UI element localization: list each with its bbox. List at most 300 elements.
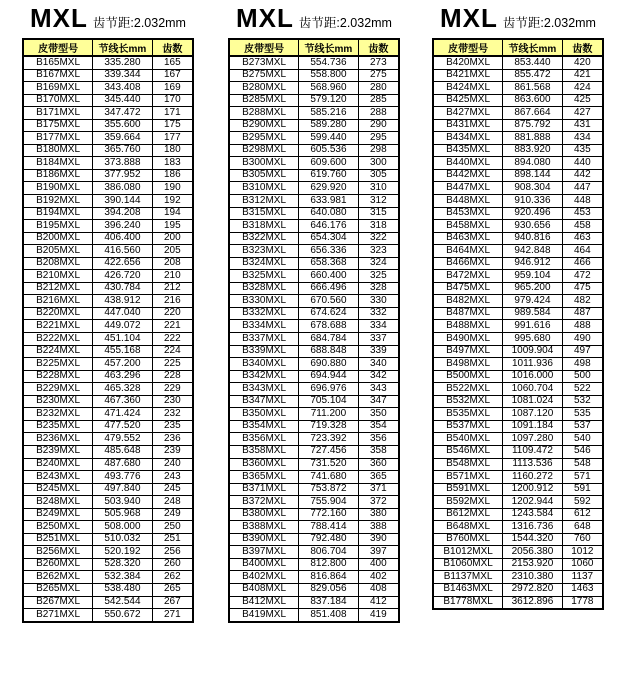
cell-teeth-count: 648 xyxy=(562,521,603,534)
cell-pitch-length: 430.784 xyxy=(93,282,153,295)
cell-teeth-count: 312 xyxy=(358,195,399,208)
cell-pitch-length: 528.320 xyxy=(93,558,153,571)
table-row xyxy=(229,483,399,496)
cell-teeth-count: 315 xyxy=(358,207,399,220)
cell-pitch-length: 510.032 xyxy=(93,533,153,546)
table-title xyxy=(432,3,604,35)
cell-pitch-length: 532.384 xyxy=(93,571,153,584)
table-row xyxy=(433,270,603,283)
table-row xyxy=(229,458,399,471)
col-header-belt-model: 皮带型号 xyxy=(23,39,93,56)
cell-pitch-length: 772.160 xyxy=(299,508,359,521)
cell-belt-model: B412MXL xyxy=(229,596,299,609)
cell-teeth-count: 210 xyxy=(152,270,193,283)
cell-teeth-count: 342 xyxy=(358,370,399,383)
cell-pitch-length: 684.784 xyxy=(299,333,359,346)
cell-pitch-length: 542.544 xyxy=(93,596,153,609)
table-row xyxy=(23,270,193,283)
cell-belt-model: B265MXL xyxy=(23,583,93,596)
cell-teeth-count: 195 xyxy=(152,220,193,233)
table-row xyxy=(433,333,603,346)
cell-belt-model: B324MXL xyxy=(229,257,299,270)
cell-teeth-count: 249 xyxy=(152,508,193,521)
cell-belt-model: B251MXL xyxy=(23,533,93,546)
table-row xyxy=(23,295,193,308)
cell-pitch-length: 654.304 xyxy=(299,232,359,245)
cell-pitch-length: 646.176 xyxy=(299,220,359,233)
cell-teeth-count: 1137 xyxy=(562,571,603,584)
cell-belt-model: B228MXL xyxy=(23,370,93,383)
table-row xyxy=(229,182,399,195)
table-row xyxy=(229,471,399,484)
cell-belt-model: B192MXL xyxy=(23,195,93,208)
cell-pitch-length: 959.104 xyxy=(503,270,563,283)
cell-belt-model: B472MXL xyxy=(433,270,503,283)
cell-pitch-length: 711.200 xyxy=(299,408,359,421)
cell-belt-model: B760MXL xyxy=(433,533,503,546)
table-row xyxy=(23,358,193,371)
cell-pitch-length: 670.560 xyxy=(299,295,359,308)
cell-belt-model: B330MXL xyxy=(229,295,299,308)
cell-pitch-length: 339.344 xyxy=(93,69,153,82)
cell-teeth-count: 275 xyxy=(358,69,399,82)
cell-pitch-length: 1109.472 xyxy=(503,445,563,458)
cell-pitch-length: 875.792 xyxy=(503,119,563,132)
cell-teeth-count: 1060 xyxy=(562,558,603,571)
cell-pitch-length: 851.408 xyxy=(299,609,359,622)
cell-pitch-length: 422.656 xyxy=(93,257,153,270)
col-header-belt-model: 皮带型号 xyxy=(229,39,299,56)
cell-belt-model: B300MXL xyxy=(229,157,299,170)
table-row xyxy=(433,358,603,371)
cell-pitch-length: 755.904 xyxy=(299,496,359,509)
cell-pitch-length: 867.664 xyxy=(503,107,563,120)
cell-teeth-count: 285 xyxy=(358,94,399,107)
cell-belt-model: B448MXL xyxy=(433,195,503,208)
cell-teeth-count: 402 xyxy=(358,571,399,584)
header-row xyxy=(433,39,603,56)
col-header-teeth-count: 齿数 xyxy=(562,39,603,56)
cell-pitch-length: 688.848 xyxy=(299,345,359,358)
cell-belt-model: B225MXL xyxy=(23,358,93,371)
cell-teeth-count: 280 xyxy=(358,82,399,95)
cell-belt-model: B522MXL xyxy=(433,383,503,396)
cell-belt-model: B1060MXL xyxy=(433,558,503,571)
table-title-pitch-label: 齿节距:2.032mm xyxy=(92,16,186,30)
cell-teeth-count: 440 xyxy=(562,157,603,170)
cell-belt-model: B342MXL xyxy=(229,370,299,383)
cell-belt-model: B466MXL xyxy=(433,257,503,270)
cell-pitch-length: 335.280 xyxy=(93,56,153,69)
cell-pitch-length: 568.960 xyxy=(299,82,359,95)
cell-pitch-length: 696.976 xyxy=(299,383,359,396)
table-row xyxy=(229,69,399,82)
cell-teeth-count: 220 xyxy=(152,307,193,320)
table-row xyxy=(229,596,399,609)
cell-teeth-count: 453 xyxy=(562,207,603,220)
cell-teeth-count: 591 xyxy=(562,483,603,496)
cell-belt-model: B285MXL xyxy=(229,94,299,107)
cell-teeth-count: 212 xyxy=(152,282,193,295)
table-row xyxy=(229,383,399,396)
cell-teeth-count: 323 xyxy=(358,245,399,258)
cell-belt-model: B434MXL xyxy=(433,132,503,145)
cell-belt-model: B222MXL xyxy=(23,333,93,346)
cell-belt-model: B224MXL xyxy=(23,345,93,358)
cell-teeth-count: 300 xyxy=(358,157,399,170)
cell-pitch-length: 883.920 xyxy=(503,144,563,157)
cell-belt-model: B419MXL xyxy=(229,609,299,622)
mxl-table-section-3 xyxy=(432,0,604,610)
cell-pitch-length: 979.424 xyxy=(503,295,563,308)
cell-teeth-count: 1778 xyxy=(562,596,603,609)
cell-teeth-count: 322 xyxy=(358,232,399,245)
cell-teeth-count: 358 xyxy=(358,445,399,458)
cell-teeth-count: 380 xyxy=(358,508,399,521)
cell-pitch-length: 1200.912 xyxy=(503,483,563,496)
table-row xyxy=(229,496,399,509)
cell-teeth-count: 360 xyxy=(358,458,399,471)
cell-pitch-length: 705.104 xyxy=(299,395,359,408)
table-row xyxy=(433,320,603,333)
table-row xyxy=(229,609,399,622)
cell-belt-model: B295MXL xyxy=(229,132,299,145)
cell-belt-model: B358MXL xyxy=(229,445,299,458)
table-title xyxy=(22,3,194,35)
cell-teeth-count: 546 xyxy=(562,445,603,458)
cell-pitch-length: 455.168 xyxy=(93,345,153,358)
table-row xyxy=(23,420,193,433)
table-row xyxy=(433,82,603,95)
cell-pitch-length: 940.816 xyxy=(503,232,563,245)
table-row xyxy=(23,282,193,295)
cell-belt-model: B332MXL xyxy=(229,307,299,320)
cell-teeth-count: 347 xyxy=(358,395,399,408)
table-row xyxy=(229,445,399,458)
cell-belt-model: B177MXL xyxy=(23,132,93,145)
cell-belt-model: B360MXL xyxy=(229,458,299,471)
table-row xyxy=(433,521,603,534)
table-row xyxy=(433,169,603,182)
cell-teeth-count: 356 xyxy=(358,433,399,446)
cell-belt-model: B221MXL xyxy=(23,320,93,333)
cell-teeth-count: 271 xyxy=(152,609,193,622)
cell-belt-model: B431MXL xyxy=(433,119,503,132)
cell-teeth-count: 183 xyxy=(152,157,193,170)
cell-belt-model: B315MXL xyxy=(229,207,299,220)
table-body xyxy=(23,56,193,622)
cell-belt-model: B500MXL xyxy=(433,370,503,383)
table-row xyxy=(229,408,399,421)
cell-teeth-count: 371 xyxy=(358,483,399,496)
cell-belt-model: B248MXL xyxy=(23,496,93,509)
cell-belt-model: B435MXL xyxy=(433,144,503,157)
cell-pitch-length: 503.940 xyxy=(93,496,153,509)
table-row xyxy=(23,56,193,69)
table-row xyxy=(433,144,603,157)
cell-teeth-count: 171 xyxy=(152,107,193,120)
table-row xyxy=(23,558,193,571)
cell-belt-model: B170MXL xyxy=(23,94,93,107)
cell-belt-model: B356MXL xyxy=(229,433,299,446)
table-row xyxy=(23,496,193,509)
cell-belt-model: B334MXL xyxy=(229,320,299,333)
table-row xyxy=(433,383,603,396)
cell-pitch-length: 2056.380 xyxy=(503,546,563,559)
table-row xyxy=(23,82,193,95)
table-row xyxy=(433,533,603,546)
cell-pitch-length: 741.680 xyxy=(299,471,359,484)
cell-teeth-count: 251 xyxy=(152,533,193,546)
cell-belt-model: B240MXL xyxy=(23,458,93,471)
cell-teeth-count: 760 xyxy=(562,533,603,546)
table-row xyxy=(23,370,193,383)
table-row xyxy=(433,370,603,383)
cell-teeth-count: 354 xyxy=(358,420,399,433)
cell-belt-model: B482MXL xyxy=(433,295,503,308)
cell-belt-model: B537MXL xyxy=(433,420,503,433)
col-header-teeth-count: 齿数 xyxy=(152,39,193,56)
table-title-mxl: MXL xyxy=(440,3,498,33)
cell-teeth-count: 208 xyxy=(152,257,193,270)
table-row xyxy=(23,182,193,195)
cell-pitch-length: 550.672 xyxy=(93,609,153,622)
cell-teeth-count: 324 xyxy=(358,257,399,270)
belt-size-table-3 xyxy=(432,38,604,610)
table-row xyxy=(433,69,603,82)
table-row xyxy=(23,521,193,534)
cell-teeth-count: 522 xyxy=(562,383,603,396)
cell-belt-model: B1463MXL xyxy=(433,583,503,596)
table-row xyxy=(433,420,603,433)
table-row xyxy=(23,508,193,521)
cell-pitch-length: 666.496 xyxy=(299,282,359,295)
cell-belt-model: B464MXL xyxy=(433,245,503,258)
table-row xyxy=(23,483,193,496)
table-row xyxy=(229,119,399,132)
mxl-table-section-1 xyxy=(22,0,194,623)
cell-pitch-length: 449.072 xyxy=(93,320,153,333)
table-row xyxy=(229,295,399,308)
table-row xyxy=(229,508,399,521)
belt-size-table-1 xyxy=(22,38,194,623)
cell-pitch-length: 690.880 xyxy=(299,358,359,371)
cell-pitch-length: 792.480 xyxy=(299,533,359,546)
cell-belt-model: B350MXL xyxy=(229,408,299,421)
cell-pitch-length: 520.192 xyxy=(93,546,153,559)
table-row xyxy=(229,144,399,157)
table-row xyxy=(23,320,193,333)
table-row xyxy=(229,558,399,571)
table-row xyxy=(433,458,603,471)
table-row xyxy=(229,358,399,371)
cell-belt-model: B305MXL xyxy=(229,169,299,182)
cell-belt-model: B400MXL xyxy=(229,558,299,571)
cell-teeth-count: 273 xyxy=(358,56,399,69)
table-row xyxy=(23,458,193,471)
cell-belt-model: B271MXL xyxy=(23,609,93,622)
cell-belt-model: B487MXL xyxy=(433,307,503,320)
cell-teeth-count: 290 xyxy=(358,119,399,132)
table-row xyxy=(229,232,399,245)
cell-belt-model: B532MXL xyxy=(433,395,503,408)
cell-belt-model: B267MXL xyxy=(23,596,93,609)
cell-pitch-length: 589.280 xyxy=(299,119,359,132)
cell-pitch-length: 451.104 xyxy=(93,333,153,346)
cell-pitch-length: 386.080 xyxy=(93,182,153,195)
cell-belt-model: B325MXL xyxy=(229,270,299,283)
cell-pitch-length: 674.624 xyxy=(299,307,359,320)
cell-belt-model: B262MXL xyxy=(23,571,93,584)
cell-pitch-length: 837.184 xyxy=(299,596,359,609)
cell-pitch-length: 853.440 xyxy=(503,56,563,69)
cell-teeth-count: 475 xyxy=(562,282,603,295)
cell-belt-model: B205MXL xyxy=(23,245,93,258)
table-row xyxy=(23,307,193,320)
cell-teeth-count: 447 xyxy=(562,182,603,195)
cell-teeth-count: 180 xyxy=(152,144,193,157)
table-row xyxy=(229,571,399,584)
cell-belt-model: B424MXL xyxy=(433,82,503,95)
cell-teeth-count: 194 xyxy=(152,207,193,220)
cell-pitch-length: 497.840 xyxy=(93,483,153,496)
table-row xyxy=(229,433,399,446)
cell-pitch-length: 788.414 xyxy=(299,521,359,534)
cell-pitch-length: 1544.320 xyxy=(503,533,563,546)
cell-pitch-length: 640.080 xyxy=(299,207,359,220)
cell-teeth-count: 421 xyxy=(562,69,603,82)
cell-belt-model: B200MXL xyxy=(23,232,93,245)
table-row xyxy=(23,107,193,120)
table-row xyxy=(433,56,603,69)
cell-teeth-count: 216 xyxy=(152,295,193,308)
cell-teeth-count: 442 xyxy=(562,169,603,182)
table-row xyxy=(433,220,603,233)
cell-pitch-length: 457.200 xyxy=(93,358,153,371)
cell-pitch-length: 505.968 xyxy=(93,508,153,521)
cell-belt-model: B488MXL xyxy=(433,320,503,333)
cell-pitch-length: 390.144 xyxy=(93,195,153,208)
cell-belt-model: B372MXL xyxy=(229,496,299,509)
cell-belt-model: B208MXL xyxy=(23,257,93,270)
cell-pitch-length: 1316.736 xyxy=(503,521,563,534)
cell-belt-model: B195MXL xyxy=(23,220,93,233)
cell-pitch-length: 812.800 xyxy=(299,558,359,571)
cell-belt-model: B427MXL xyxy=(433,107,503,120)
cell-pitch-length: 479.552 xyxy=(93,433,153,446)
table-row xyxy=(23,383,193,396)
cell-teeth-count: 350 xyxy=(358,408,399,421)
cell-pitch-length: 1016.000 xyxy=(503,370,563,383)
cell-teeth-count: 165 xyxy=(152,56,193,69)
cell-pitch-length: 406.400 xyxy=(93,232,153,245)
cell-teeth-count: 435 xyxy=(562,144,603,157)
table-row xyxy=(229,157,399,170)
cell-belt-model: B298MXL xyxy=(229,144,299,157)
cell-belt-model: B388MXL xyxy=(229,521,299,534)
table-row xyxy=(23,609,193,622)
cell-pitch-length: 1087.120 xyxy=(503,408,563,421)
table-title-pitch-label: 齿节距:2.032mm xyxy=(502,16,596,30)
cell-teeth-count: 497 xyxy=(562,345,603,358)
cell-pitch-length: 471.424 xyxy=(93,408,153,421)
cell-teeth-count: 232 xyxy=(152,408,193,421)
cell-teeth-count: 612 xyxy=(562,508,603,521)
cell-belt-model: B235MXL xyxy=(23,420,93,433)
cell-pitch-length: 493.776 xyxy=(93,471,153,484)
cell-pitch-length: 894.080 xyxy=(503,157,563,170)
cell-belt-model: B347MXL xyxy=(229,395,299,408)
cell-pitch-length: 465.328 xyxy=(93,383,153,396)
cell-belt-model: B230MXL xyxy=(23,395,93,408)
cell-teeth-count: 458 xyxy=(562,220,603,233)
cell-belt-model: B612MXL xyxy=(433,508,503,521)
table-row xyxy=(23,546,193,559)
table-row xyxy=(23,533,193,546)
table-row xyxy=(229,245,399,258)
cell-belt-model: B175MXL xyxy=(23,119,93,132)
cell-teeth-count: 240 xyxy=(152,458,193,471)
cell-pitch-length: 723.392 xyxy=(299,433,359,446)
cell-belt-model: B540MXL xyxy=(433,433,503,446)
cell-pitch-length: 806.704 xyxy=(299,546,359,559)
table-row xyxy=(229,546,399,559)
cell-belt-model: B280MXL xyxy=(229,82,299,95)
cell-belt-model: B498MXL xyxy=(433,358,503,371)
cell-pitch-length: 579.120 xyxy=(299,94,359,107)
table-row xyxy=(433,445,603,458)
cell-belt-model: B390MXL xyxy=(229,533,299,546)
table-row xyxy=(433,433,603,446)
cell-pitch-length: 1160.272 xyxy=(503,471,563,484)
cell-teeth-count: 229 xyxy=(152,383,193,396)
cell-teeth-count: 190 xyxy=(152,182,193,195)
col-header-pitch-length: 节线长mm xyxy=(503,39,563,56)
cell-teeth-count: 325 xyxy=(358,270,399,283)
cell-pitch-length: 416.560 xyxy=(93,245,153,258)
cell-pitch-length: 930.656 xyxy=(503,220,563,233)
table-row xyxy=(433,546,603,559)
cell-teeth-count: 330 xyxy=(358,295,399,308)
table-row xyxy=(23,408,193,421)
cell-belt-model: B169MXL xyxy=(23,82,93,95)
cell-pitch-length: 660.400 xyxy=(299,270,359,283)
cell-pitch-length: 467.360 xyxy=(93,395,153,408)
table-row xyxy=(433,596,603,609)
cell-belt-model: B229MXL xyxy=(23,383,93,396)
cell-pitch-length: 861.568 xyxy=(503,82,563,95)
cell-teeth-count: 464 xyxy=(562,245,603,258)
cell-pitch-length: 656.336 xyxy=(299,245,359,258)
cell-belt-model: B425MXL xyxy=(433,94,503,107)
cell-teeth-count: 365 xyxy=(358,471,399,484)
table-row xyxy=(23,69,193,82)
table-row xyxy=(23,583,193,596)
table-row xyxy=(23,471,193,484)
table-row xyxy=(433,94,603,107)
cell-teeth-count: 337 xyxy=(358,333,399,346)
cell-teeth-count: 397 xyxy=(358,546,399,559)
table-row xyxy=(229,107,399,120)
cell-teeth-count: 310 xyxy=(358,182,399,195)
cell-pitch-length: 1081.024 xyxy=(503,395,563,408)
cell-belt-model: B490MXL xyxy=(433,333,503,346)
table-row xyxy=(433,119,603,132)
cell-pitch-length: 508.000 xyxy=(93,521,153,534)
cell-teeth-count: 186 xyxy=(152,169,193,182)
cell-teeth-count: 535 xyxy=(562,408,603,421)
cell-pitch-length: 2972.820 xyxy=(503,583,563,596)
